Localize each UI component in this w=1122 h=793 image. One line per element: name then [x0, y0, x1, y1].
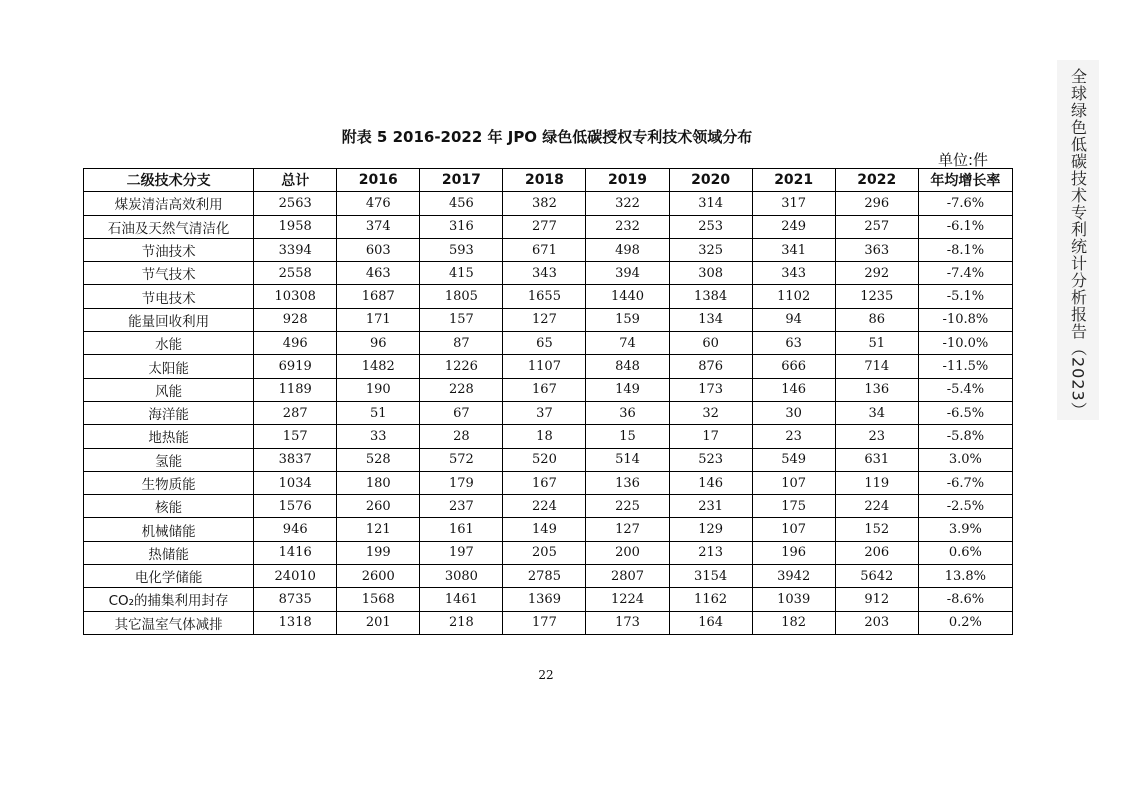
- value-cell: 180: [337, 471, 420, 494]
- table-row: [84, 565, 1013, 588]
- patent-distribution-table: [83, 168, 1013, 635]
- growth-rate-cell: -10.0%: [918, 332, 1012, 355]
- growth-rate-cell: -5.4%: [918, 378, 1012, 401]
- value-cell: 23: [835, 425, 918, 448]
- value-cell: 325: [669, 238, 752, 261]
- value-cell: 213: [669, 541, 752, 564]
- category-cell: 煤炭清洁高效利用: [84, 192, 254, 215]
- value-cell: 549: [752, 448, 835, 471]
- value-cell: 231: [669, 495, 752, 518]
- value-cell: 161: [420, 518, 503, 541]
- value-cell: 164: [669, 611, 752, 634]
- value-cell: 228: [420, 378, 503, 401]
- value-cell: 1568: [337, 588, 420, 611]
- value-cell: 394: [586, 262, 669, 285]
- table-row: [84, 541, 1013, 564]
- value-cell: 17: [669, 425, 752, 448]
- growth-rate-cell: -7.4%: [918, 262, 1012, 285]
- value-cell: 603: [337, 238, 420, 261]
- value-cell: 196: [752, 541, 835, 564]
- value-cell: 2600: [337, 565, 420, 588]
- table-row: [84, 401, 1013, 424]
- unit-label: 单位:件: [938, 151, 989, 169]
- value-cell: 146: [752, 378, 835, 401]
- value-cell: 34: [835, 401, 918, 424]
- value-cell: 201: [337, 611, 420, 634]
- category-cell: 地热能: [84, 425, 254, 448]
- value-cell: 1318: [254, 611, 337, 634]
- growth-rate-cell: -5.1%: [918, 285, 1012, 308]
- value-cell: 218: [420, 611, 503, 634]
- value-cell: 205: [503, 541, 586, 564]
- value-cell: 363: [835, 238, 918, 261]
- category-cell: 能量回收利用: [84, 308, 254, 331]
- value-cell: 173: [669, 378, 752, 401]
- value-cell: 1576: [254, 495, 337, 518]
- value-cell: 33: [337, 425, 420, 448]
- value-cell: 498: [586, 238, 669, 261]
- value-cell: 912: [835, 588, 918, 611]
- value-cell: 134: [669, 308, 752, 331]
- growth-rate-cell: 3.0%: [918, 448, 1012, 471]
- category-cell: 核能: [84, 495, 254, 518]
- value-cell: 1102: [752, 285, 835, 308]
- value-cell: 1034: [254, 471, 337, 494]
- value-cell: 572: [420, 448, 503, 471]
- column-header: 2022: [835, 169, 918, 192]
- growth-rate-cell: 0.6%: [918, 541, 1012, 564]
- table-row: [84, 425, 1013, 448]
- value-cell: 341: [752, 238, 835, 261]
- category-cell: 节油技术: [84, 238, 254, 261]
- value-cell: 528: [337, 448, 420, 471]
- column-header: 二级技术分支: [84, 169, 254, 192]
- value-cell: 496: [254, 332, 337, 355]
- value-cell: 593: [420, 238, 503, 261]
- value-cell: 5642: [835, 565, 918, 588]
- category-cell: 水能: [84, 332, 254, 355]
- value-cell: 173: [586, 611, 669, 634]
- value-cell: 237: [420, 495, 503, 518]
- value-cell: 1482: [337, 355, 420, 378]
- value-cell: 2807: [586, 565, 669, 588]
- value-cell: 1235: [835, 285, 918, 308]
- table-row: [84, 355, 1013, 378]
- value-cell: 63: [752, 332, 835, 355]
- column-header: 总计: [254, 169, 337, 192]
- category-cell: 氢能: [84, 448, 254, 471]
- value-cell: 65: [503, 332, 586, 355]
- value-cell: 374: [337, 215, 420, 238]
- value-cell: 514: [586, 448, 669, 471]
- value-cell: 87: [420, 332, 503, 355]
- value-cell: 523: [669, 448, 752, 471]
- value-cell: 317: [752, 192, 835, 215]
- value-cell: 224: [835, 495, 918, 518]
- value-cell: 2558: [254, 262, 337, 285]
- value-cell: 167: [503, 378, 586, 401]
- value-cell: 175: [752, 495, 835, 518]
- value-cell: 203: [835, 611, 918, 634]
- value-cell: 171: [337, 308, 420, 331]
- value-cell: 1958: [254, 215, 337, 238]
- category-cell: 节气技术: [84, 262, 254, 285]
- value-cell: 415: [420, 262, 503, 285]
- value-cell: 232: [586, 215, 669, 238]
- growth-rate-cell: -8.6%: [918, 588, 1012, 611]
- column-header: 2019: [586, 169, 669, 192]
- value-cell: 946: [254, 518, 337, 541]
- value-cell: 848: [586, 355, 669, 378]
- value-cell: 30: [752, 401, 835, 424]
- value-cell: 157: [254, 425, 337, 448]
- growth-rate-cell: -7.6%: [918, 192, 1012, 215]
- category-cell: 电化学储能: [84, 565, 254, 588]
- column-header: 2017: [420, 169, 503, 192]
- value-cell: 3080: [420, 565, 503, 588]
- value-cell: 10308: [254, 285, 337, 308]
- table-row: [84, 215, 1013, 238]
- value-cell: 167: [503, 471, 586, 494]
- value-cell: 121: [337, 518, 420, 541]
- value-cell: 129: [669, 518, 752, 541]
- category-cell: 其它温室气体减排: [84, 611, 254, 634]
- page-number: 22: [538, 668, 554, 682]
- value-cell: 1224: [586, 588, 669, 611]
- value-cell: 2785: [503, 565, 586, 588]
- table-title: 附表 5 2016-2022 年 JPO 绿色低碳授权专利技术领域分布: [341, 128, 753, 146]
- value-cell: 149: [503, 518, 586, 541]
- growth-rate-cell: -2.5%: [918, 495, 1012, 518]
- value-cell: 1189: [254, 378, 337, 401]
- value-cell: 199: [337, 541, 420, 564]
- value-cell: 60: [669, 332, 752, 355]
- value-cell: 6919: [254, 355, 337, 378]
- value-cell: 96: [337, 332, 420, 355]
- value-cell: 157: [420, 308, 503, 331]
- value-cell: 3837: [254, 448, 337, 471]
- category-cell: 节电技术: [84, 285, 254, 308]
- value-cell: 287: [254, 401, 337, 424]
- value-cell: 179: [420, 471, 503, 494]
- value-cell: 296: [835, 192, 918, 215]
- value-cell: 225: [586, 495, 669, 518]
- value-cell: 1805: [420, 285, 503, 308]
- growth-rate-cell: -5.8%: [918, 425, 1012, 448]
- column-header: 2021: [752, 169, 835, 192]
- value-cell: 3154: [669, 565, 752, 588]
- value-cell: 37: [503, 401, 586, 424]
- value-cell: 1655: [503, 285, 586, 308]
- value-cell: 197: [420, 541, 503, 564]
- value-cell: 1369: [503, 588, 586, 611]
- value-cell: 127: [586, 518, 669, 541]
- table-row: [84, 378, 1013, 401]
- value-cell: 1226: [420, 355, 503, 378]
- table-row: [84, 518, 1013, 541]
- growth-rate-cell: -6.7%: [918, 471, 1012, 494]
- category-cell: 风能: [84, 378, 254, 401]
- value-cell: 1687: [337, 285, 420, 308]
- value-cell: 18: [503, 425, 586, 448]
- table-row: [84, 238, 1013, 261]
- value-cell: 1107: [503, 355, 586, 378]
- side-report-title-text: 全球绿色低碳技术专利统计分析报告（2023）: [1068, 68, 1088, 419]
- value-cell: 159: [586, 308, 669, 331]
- table-row: [84, 285, 1013, 308]
- value-cell: 2563: [254, 192, 337, 215]
- value-cell: 260: [337, 495, 420, 518]
- value-cell: 23: [752, 425, 835, 448]
- value-cell: 928: [254, 308, 337, 331]
- value-cell: 74: [586, 332, 669, 355]
- value-cell: 24010: [254, 565, 337, 588]
- table-row: [84, 192, 1013, 215]
- table-row: [84, 262, 1013, 285]
- column-header: 2016: [337, 169, 420, 192]
- growth-rate-cell: -6.5%: [918, 401, 1012, 424]
- value-cell: 3394: [254, 238, 337, 261]
- value-cell: 322: [586, 192, 669, 215]
- growth-rate-cell: 3.9%: [918, 518, 1012, 541]
- value-cell: 15: [586, 425, 669, 448]
- value-cell: 136: [835, 378, 918, 401]
- value-cell: 127: [503, 308, 586, 331]
- value-cell: 1461: [420, 588, 503, 611]
- growth-rate-cell: -6.1%: [918, 215, 1012, 238]
- side-report-title: [1057, 60, 1099, 420]
- table-row: [84, 332, 1013, 355]
- value-cell: 51: [835, 332, 918, 355]
- table-row: [84, 308, 1013, 331]
- value-cell: 671: [503, 238, 586, 261]
- value-cell: 463: [337, 262, 420, 285]
- value-cell: 119: [835, 471, 918, 494]
- table-row: [84, 588, 1013, 611]
- value-cell: 200: [586, 541, 669, 564]
- value-cell: 206: [835, 541, 918, 564]
- value-cell: 190: [337, 378, 420, 401]
- value-cell: 3942: [752, 565, 835, 588]
- value-cell: 8735: [254, 588, 337, 611]
- value-cell: 277: [503, 215, 586, 238]
- value-cell: 249: [752, 215, 835, 238]
- table-row: [84, 448, 1013, 471]
- category-cell: 机械储能: [84, 518, 254, 541]
- category-cell: 生物质能: [84, 471, 254, 494]
- value-cell: 314: [669, 192, 752, 215]
- value-cell: 1416: [254, 541, 337, 564]
- growth-rate-cell: -8.1%: [918, 238, 1012, 261]
- value-cell: 343: [752, 262, 835, 285]
- value-cell: 456: [420, 192, 503, 215]
- value-cell: 146: [669, 471, 752, 494]
- value-cell: 631: [835, 448, 918, 471]
- value-cell: 1440: [586, 285, 669, 308]
- value-cell: 308: [669, 262, 752, 285]
- table-row: [84, 611, 1013, 634]
- category-cell: CO₂的捕集利用封存: [84, 588, 254, 611]
- value-cell: 51: [337, 401, 420, 424]
- growth-rate-cell: -11.5%: [918, 355, 1012, 378]
- growth-rate-cell: 0.2%: [918, 611, 1012, 634]
- value-cell: 107: [752, 518, 835, 541]
- value-cell: 224: [503, 495, 586, 518]
- value-cell: 382: [503, 192, 586, 215]
- value-cell: 136: [586, 471, 669, 494]
- category-cell: 石油及天然气清洁化: [84, 215, 254, 238]
- category-cell: 热储能: [84, 541, 254, 564]
- value-cell: 107: [752, 471, 835, 494]
- value-cell: 714: [835, 355, 918, 378]
- value-cell: 67: [420, 401, 503, 424]
- value-cell: 177: [503, 611, 586, 634]
- value-cell: 86: [835, 308, 918, 331]
- table-header-row: [84, 169, 1013, 192]
- value-cell: 1162: [669, 588, 752, 611]
- value-cell: 182: [752, 611, 835, 634]
- value-cell: 149: [586, 378, 669, 401]
- value-cell: 253: [669, 215, 752, 238]
- value-cell: 876: [669, 355, 752, 378]
- category-cell: 海洋能: [84, 401, 254, 424]
- value-cell: 257: [835, 215, 918, 238]
- value-cell: 666: [752, 355, 835, 378]
- table-row: [84, 495, 1013, 518]
- table-row: [84, 471, 1013, 494]
- value-cell: 94: [752, 308, 835, 331]
- value-cell: 292: [835, 262, 918, 285]
- value-cell: 28: [420, 425, 503, 448]
- value-cell: 476: [337, 192, 420, 215]
- value-cell: 520: [503, 448, 586, 471]
- value-cell: 1039: [752, 588, 835, 611]
- value-cell: 316: [420, 215, 503, 238]
- growth-rate-cell: -10.8%: [918, 308, 1012, 331]
- category-cell: 太阳能: [84, 355, 254, 378]
- value-cell: 1384: [669, 285, 752, 308]
- growth-rate-cell: 13.8%: [918, 565, 1012, 588]
- column-header: 年均增长率: [918, 169, 1012, 192]
- column-header: 2020: [669, 169, 752, 192]
- value-cell: 32: [669, 401, 752, 424]
- column-header: 2018: [503, 169, 586, 192]
- value-cell: 343: [503, 262, 586, 285]
- value-cell: 36: [586, 401, 669, 424]
- value-cell: 152: [835, 518, 918, 541]
